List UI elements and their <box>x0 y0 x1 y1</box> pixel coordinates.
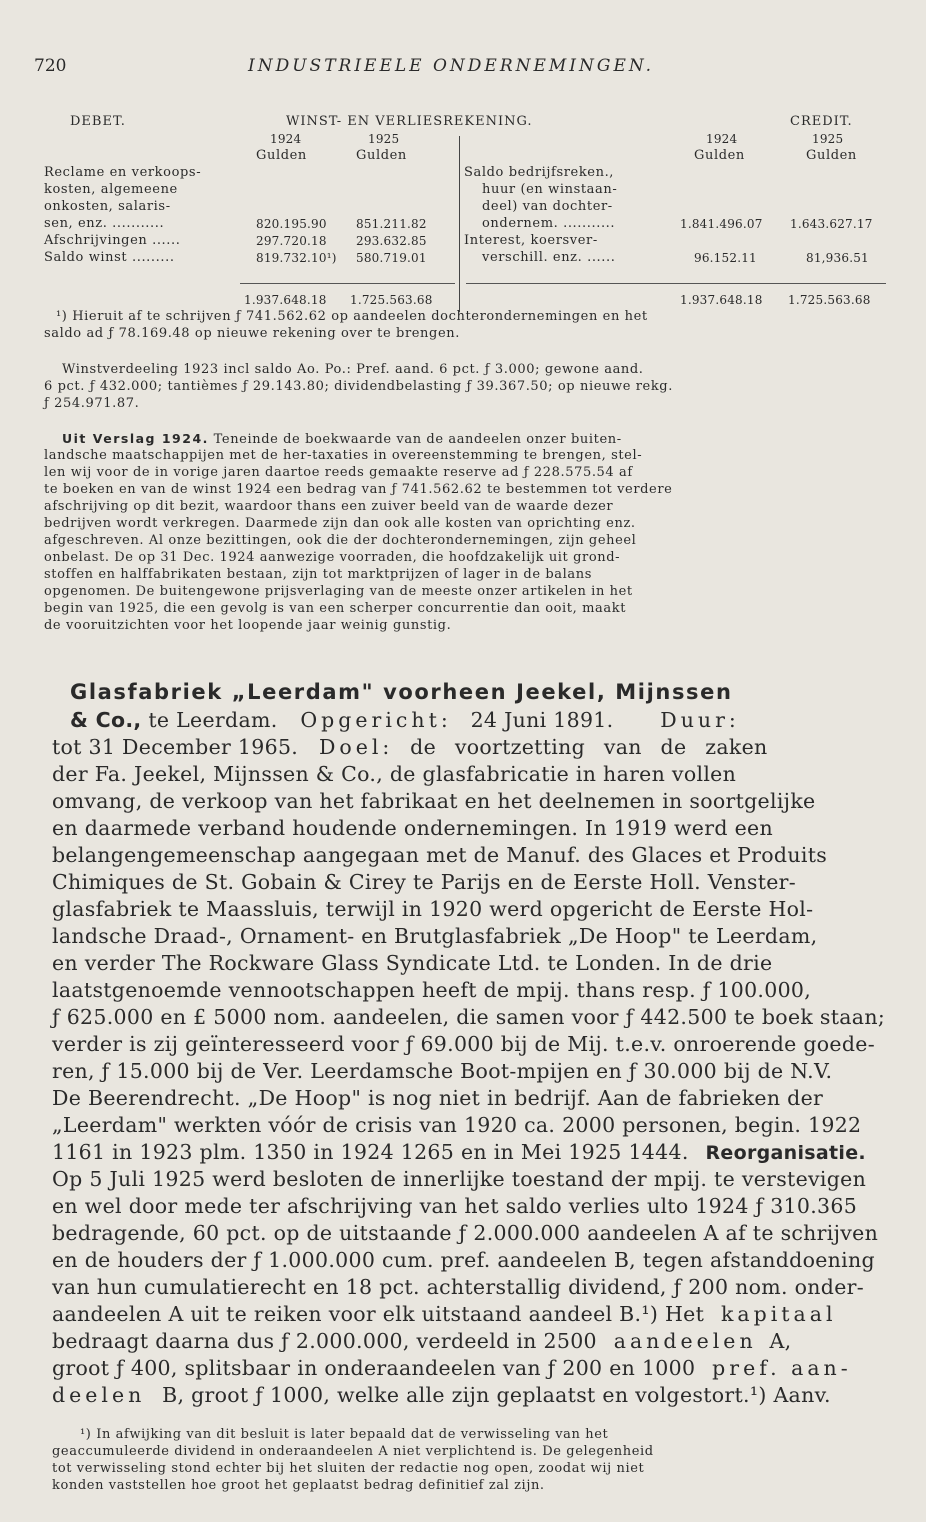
company-line-10: en verder The Rockware Glass Syndicate Ltd. te Londen. In de drie <box>52 951 773 975</box>
credit-row-2-label-b: verschill. enz. ...... <box>482 250 616 265</box>
table-footnote-line-2: saldo ad ƒ 78.169.48 op nieuwe rekening over te brengen. <box>44 326 460 341</box>
company-co: & Co., <box>70 708 142 732</box>
credit-row-1-label-a: Saldo bedrijfsreken., <box>464 165 615 180</box>
kapitaal-b-text: B, groot ƒ 1000, welke alle zijn geplaatst en volgestort.¹) Aanv. <box>162 1383 831 1407</box>
debet-row-2-1925: 293.632.85 <box>356 234 427 248</box>
company-line-20: bedragende, 60 pct. op de uitstaande ƒ 2.000.000 aandeelen A af te schrijven <box>52 1221 879 1245</box>
company-line-16: „Leerdam" werkten vóór de crisis van 1920 ca. 2000 personen, begin. 1922 <box>52 1113 862 1137</box>
winstverdeeling-line-1: Winstverdeeling 1923 incl saldo Ao. Po.: Pref. aand. 6 pct. ƒ 3.000; gewone aand. <box>62 362 644 377</box>
winstverdeeling-line-2: 6 pct. ƒ 432.000; tantièmes ƒ 29.143.80; dividendbelasting ƒ 39.367.50; op nieuwe rekg. <box>44 379 673 394</box>
debet-row-3-label: Saldo winst ......... <box>44 250 175 265</box>
total-debet-1924: 1.937.648.18 <box>244 293 327 307</box>
credit-row-1-label-c: deel) van dochter- <box>482 199 613 214</box>
company-line-8: glasfabriek te Maassluis, terwijl in 1920 werd opgericht de Eerste Hol- <box>52 897 814 921</box>
company-line-11: laatstgenoemde vennootschappen heeft de mpij. thans resp. ƒ 100.000, <box>52 978 812 1002</box>
debet-row-1-label-d: sen, enz. ........... <box>44 216 165 231</box>
credit-row-2-label-a: Interest, koersver- <box>464 233 598 248</box>
company-line-6: belangengemeenschap aangegaan met de Manuf. des Glaces et Produits <box>52 843 828 867</box>
deelen-label: deelen <box>52 1383 146 1407</box>
company-line-9: landsche Draad-, Ornament- en Brutglasfabriek „De Hoop" te Leerdam, <box>52 924 818 948</box>
table-footnote-line-1: ¹) Hieruit af te schrijven ƒ 741.562.62 op aandeelen dochterondernemingen en het <box>56 309 648 324</box>
verslag-line-10: begin van 1925, die een gevolg is van een scherper concurrentie dan ooit, maakt <box>44 601 627 616</box>
company-line-23 <box>52 1302 837 1326</box>
bottom-footnote-line-3: tot verwisseling stond echter bij het sluiten der redactie nog open, zoodat wij niet <box>52 1461 645 1476</box>
company-line-15: De Beerendrecht. „De Hoop" is nog niet in bedrijf. Aan de fabrieken der <box>52 1086 824 1110</box>
debet-label: DEBET. <box>70 114 126 129</box>
verslag-first-line-text: Teneinde de boekwaarde van de aandeelen onzer buiten- <box>213 432 622 447</box>
company-line-24 <box>52 1329 791 1353</box>
company-heading: Glasfabriek „Leerdam" voorheen Jeekel, Mijnssen <box>70 680 733 704</box>
verslag-line-6: afgeschreven. Al onze bezittingen, ook die der dochterondernemingen, zijn geheel <box>44 533 637 548</box>
company-line-18: Op 5 Juli 1925 werd besloten de innerlijke toestand der mpij. te verstevigen <box>52 1167 867 1191</box>
onderaandeelen-text: groot ƒ 400, splitsbaar in onderaandeelen van ƒ 200 en 1000 <box>52 1356 696 1380</box>
unit-debet-1925: Gulden <box>356 148 407 163</box>
debet-row-1-1924: 820.195.90 <box>256 217 327 231</box>
kapitaal-text: bedraagt daarna dus ƒ 2.000.000, verdeeld in 2500 <box>52 1329 597 1353</box>
bottom-footnote-line-2: geaccumuleerde dividend in onderaandeelen A niet verplichtend is. De gelegenheid <box>52 1444 654 1459</box>
aandeelen-label: aandeelen <box>613 1329 757 1353</box>
debet-row-1-label-c: onkosten, salaris- <box>44 199 171 214</box>
opgericht-value: 24 Juni 1891. <box>470 708 614 732</box>
company-line-21: en de houders der ƒ 1.000.000 cum. pref. aandeelen B, tegen afstanddoening <box>52 1248 875 1272</box>
statement-title: WINST- EN VERLIESREKENING. <box>286 114 533 129</box>
credit-total-rule <box>466 283 886 284</box>
credit-row-2-1925: 81,936.51 <box>806 251 869 265</box>
year-debet-1924: 1924 <box>270 132 302 146</box>
running-title: INDUSTRIEELE ONDERNEMINGEN. <box>248 56 655 76</box>
company-line-3: der Fa. Jeekel, Mijnssen & Co., de glasfabricatie in haren vollen <box>52 762 737 786</box>
verslag-line-9: opgenomen. De buitengewone prijsverlaging van de meeste onzer artikelen in het <box>44 584 633 599</box>
debet-row-3-1925: 580.719.01 <box>356 251 427 265</box>
verslag-line-1: landsche maatschappijen met de her-taxaties in overeenstemming te brengen, stel- <box>44 448 643 463</box>
company-line-1 <box>70 708 740 732</box>
credit-label: CREDIT. <box>790 114 853 129</box>
aandeelen-b-text: aandeelen A uit te reiken voor elk uitstaand aandeel B.¹) Het <box>52 1302 705 1326</box>
doel-label: Doel: <box>318 735 394 759</box>
company-line-2 <box>52 735 768 759</box>
company-line-17 <box>52 1140 866 1164</box>
total-credit-1925: 1.725.563.68 <box>788 293 871 307</box>
credit-row-1-label-d: ondernem. ........... <box>482 216 616 231</box>
verslag-first-line <box>62 431 622 447</box>
kapitaal-text-end: A, <box>769 1329 792 1353</box>
bottom-footnote-line-1: ¹) In afwijking van dit besluit is later bepaald dat de verwisseling van het <box>80 1427 609 1442</box>
company-line-5: en daarmede verband houdende ondernemingen. In 1919 werd een <box>52 816 773 840</box>
company-line-7: Chimiques de St. Gobain & Cirey te Parijs en de Eerste Holl. Venster- <box>52 870 796 894</box>
debet-row-2-1924: 297.720.18 <box>256 234 327 248</box>
credit-row-1-1925: 1.643.627.17 <box>790 217 873 231</box>
unit-credit-1924: Gulden <box>694 148 745 163</box>
year-credit-1924: 1924 <box>706 132 738 146</box>
verslag-line-3: te boeken en van de winst 1924 een bedrag van ƒ 741.562.62 te bestemmen tot verdere <box>44 482 673 497</box>
verslag-line-8: stoffen en halffabrikaten bestaan, zijn tot marktprijzen of lager in de balans <box>44 567 592 582</box>
company-line-14: ren, ƒ 15.000 bij de Ver. Leerdamsche Boot-mpijen en ƒ 30.000 bij de N.V. <box>52 1059 833 1083</box>
statement-center-rule <box>459 136 460 312</box>
total-debet-1925: 1.725.563.68 <box>350 293 433 307</box>
total-credit-1924: 1.937.648.18 <box>680 293 763 307</box>
company-location: te Leerdam. <box>148 708 278 732</box>
company-line-25 <box>52 1356 852 1380</box>
pref-aandeelen-label: pref. aan- <box>712 1356 852 1380</box>
page-number: 720 <box>34 56 67 76</box>
year-credit-1925: 1925 <box>812 132 844 146</box>
debet-row-3-1924: 819.732.10¹) <box>256 251 337 265</box>
debet-row-1-1925: 851.211.82 <box>356 217 427 231</box>
verslag-line-5: bedrijven wordt verkregen. Daarmede zijn dan ook alle kosten van oprichting enz. <box>44 516 636 531</box>
credit-row-2-1924: 96.152.11 <box>694 251 757 265</box>
unit-credit-1925: Gulden <box>806 148 857 163</box>
debet-total-rule <box>240 283 455 284</box>
verslag-line-2: len wij voor de in vorige jaren daartoe reeds gemaakte reserve ad ƒ 228.575.54 af <box>44 465 633 480</box>
personnel-figures: 1161 in 1923 plm. 1350 in 1924 1265 en in Mei 1925 1444. <box>52 1140 689 1164</box>
debet-row-1-label-b: kosten, algemeene <box>44 182 178 197</box>
credit-row-1-1924: 1.841.496.07 <box>680 217 763 231</box>
winstverdeeling-line-3: ƒ 254.971.87. <box>44 396 140 411</box>
company-line-12: ƒ 625.000 en £ 5000 nom. aandeelen, die samen voor ƒ 442.500 te boek staan; <box>52 1005 886 1029</box>
company-line-26 <box>52 1383 831 1407</box>
doel-value: de voortzetting van de zaken <box>410 735 768 759</box>
credit-row-1-label-b: huur (en winstaan- <box>482 182 618 197</box>
bottom-footnote-line-4: konden vaststellen hoe groot het geplaatst bedrag definitief zal zijn. <box>52 1478 545 1493</box>
verslag-line-7: onbelast. De op 31 Dec. 1924 aanwezige voorraden, die hoofdzakelijk uit grond- <box>44 550 621 565</box>
duur-value: tot 31 December 1965. <box>52 735 299 759</box>
debet-row-2-label: Afschrijvingen ...... <box>44 233 181 248</box>
debet-row-1-label-a: Reclame en verkoops- <box>44 165 202 180</box>
verslag-line-11: de vooruitzichten voor het loopende jaar weinig gunstig. <box>44 618 452 633</box>
duur-label: Duur: <box>660 708 740 732</box>
unit-debet-1924: Gulden <box>256 148 307 163</box>
company-line-22: van hun cumulatierecht en 18 pct. achterstallig dividend, ƒ 200 nom. onder- <box>52 1275 864 1299</box>
verslag-heading: Uit Verslag 1924. <box>62 431 209 446</box>
reorganisatie-heading: Reorganisatie. <box>705 1142 866 1164</box>
company-line-19: en wel door mede ter afschrijving van het saldo verlies ulto 1924 ƒ 310.365 <box>52 1194 858 1218</box>
verslag-line-4: afschrijving op dit bezit, waardoor thans een zuiver beeld van de waarde dezer <box>44 499 614 514</box>
company-line-4: omvang, de verkoop van het fabrikaat en het deelnemen in soortgelijke <box>52 789 816 813</box>
kapitaal-label: kapitaal <box>720 1302 837 1326</box>
year-debet-1925: 1925 <box>368 132 400 146</box>
company-line-13: verder is zij geïnteresseerd voor ƒ 69.000 bij de Mij. t.e.v. onroerende goede- <box>52 1032 875 1056</box>
opgericht-label: Opgericht: <box>300 708 452 732</box>
